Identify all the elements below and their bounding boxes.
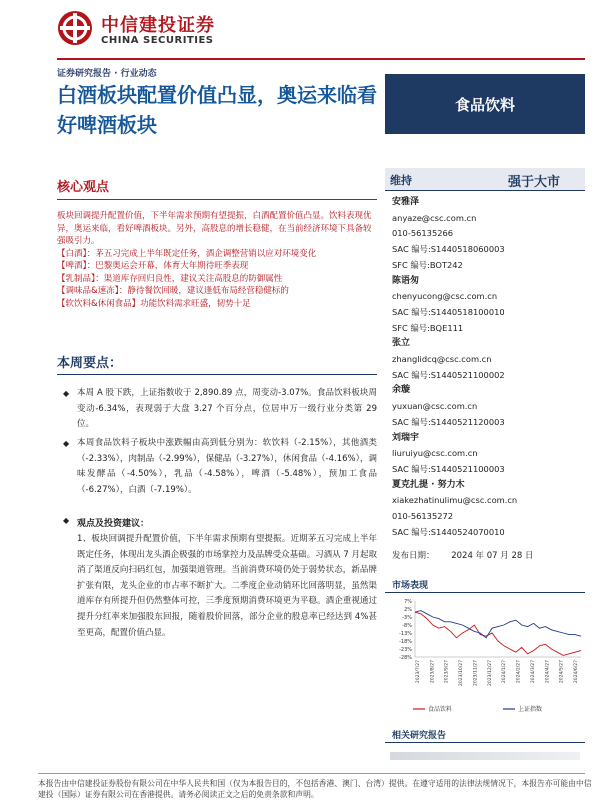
core-views-text — [57, 210, 375, 310]
rating-divider — [385, 190, 585, 191]
analyst-phone: 010-56135266 — [392, 228, 454, 239]
chart-x-tick-label: 2024/5/27 — [559, 660, 565, 684]
analyst-phone: 010-56135272 — [392, 511, 454, 522]
weekly-bullet-text: 本周食品饮料子板块中涨跌幅由高到低分别为：软饮料（-2.15%），其他酒类（-2.33%），肉制品（-2.99%），保健品（-3.27%），休闲食品（-4.16%），调味发酵品（-4.50%），乳品（-4.58%），啤酒（-5.48%），预加工食品（-6.27%），白酒（-7.19%）。 — [77, 438, 377, 495]
analyst-email[interactable]: zhanglidcq@csc.com.cn — [392, 354, 492, 365]
analyst-sac: SAC 编号:S1440518100010 — [392, 306, 505, 317]
chart-x-tick-label: 2023/11/27 — [473, 660, 479, 686]
chart-y-tick-label: 2% — [404, 607, 412, 613]
diamond-bullet-icon: ◆ — [63, 439, 70, 448]
core-views-heading: 核心观点 — [57, 180, 110, 195]
weekly-points-divider — [57, 374, 377, 375]
market-performance-chart — [385, 595, 585, 715]
chart-x-tick-label: 2024/2/27 — [516, 660, 522, 684]
analyst-sac: SAC 编号:S1440518060003 — [392, 244, 505, 255]
analyst-email[interactable]: liuruiyu@csc.com.cn — [392, 448, 478, 459]
analyst-name: 夏克扎提 · 努力木 — [392, 479, 465, 490]
analyst-sac: SAC 编号:S1440521100003 — [392, 463, 505, 474]
analyst-sfc: SFC 编号:BQE111 — [392, 322, 464, 333]
diamond-bullet-icon: ◆ — [63, 389, 70, 398]
weekly-bullet-subsectors — [63, 436, 377, 498]
diamond-bullet-icon: ◆ — [63, 516, 70, 525]
analyst-email[interactable]: anyaze@csc.com.cn — [392, 212, 477, 223]
core-views-item: 【啤酒】：巴黎奥运会开幕，体育大年期待旺季表现 — [57, 261, 249, 271]
chart-y-tick-label: -28% — [399, 655, 412, 661]
analyst-name: 安雅泽 — [392, 197, 420, 207]
chart-x-tick-label: 2023/12/27 — [487, 660, 493, 686]
footer-divider — [38, 773, 585, 774]
chart-x-tick-label: 2023/9/27 — [444, 660, 450, 684]
core-views-intro: 板块回调提升配置价值，下半年需求预期有望提振，白酒配置价值凸显。饮料表现优异，奥运来临，看好啤酒板块。另外，高股息的增长稳健，在当前经济环境下具备较强吸引力。 — [57, 211, 372, 246]
chart-x-tick-label: 2024/6/27 — [574, 660, 579, 684]
chart-x-tick-label: 2023/8/27 — [430, 660, 436, 684]
core-views-item: 【调味品&速冻】：静待餐饮回暖，建议逢低布局经营稳健标的 — [57, 286, 289, 296]
analyst-sac: SAC 编号:S1440521120003 — [392, 416, 505, 427]
rating-action: 维持 — [390, 174, 412, 187]
analyst-sac: SAC 编号:S1440524070010 — [392, 526, 505, 537]
related-reports-placeholder — [390, 752, 580, 760]
weekly-bullet-text: 本周 A 股下跌，上证指数收于 2,890.89 点，周变动-3.07%。食品饮料板块周变动-6.34%，表现弱于大盘 3.27 个百分点，位居申万一级行业分类第 29 位。 — [77, 388, 377, 429]
analyst-name: 刘瑞宇 — [392, 432, 420, 443]
chart-y-tick-label: -8% — [402, 623, 412, 629]
logo-text-cn: 中信建投证券 — [101, 15, 215, 36]
analyst-email[interactable]: yuxuan@csc.com.cn — [392, 401, 478, 412]
footer-disclaimer: 本报告由中信建投证券股份有限公司在中华人民共和国（仅为本报告目的，不包括香港、澳门、台湾）提供。在遵守适用的法律法规情况下，本报告亦可能由中信建投（国际）证券有限公司在香港提供。请务必阅读正文之后的免责条款和声明。 — [38, 779, 592, 799]
logo-emblem-icon — [57, 10, 93, 46]
weekly-bullet-market — [63, 386, 377, 433]
investment-advice-heading — [63, 516, 150, 529]
core-views-item: 【乳制品】：渠道库存回归良性，建议关注高股息的防御属性 — [57, 273, 283, 284]
analyst-name: 张立 — [392, 338, 411, 349]
market-performance-divider — [385, 592, 585, 593]
core-views-item: 【白酒】：茅五习完成上半年既定任务，酒企调整营销以应对环境变化 — [57, 248, 317, 259]
report-title: 白酒板块配置价值凸显，奥运来临看好啤酒板块 — [57, 83, 377, 137]
analyst-list — [392, 195, 587, 540]
chart-legend-label: 食品饮料 — [428, 706, 453, 713]
chart-y-tick-label: -18% — [399, 639, 412, 645]
core-views-item: 【软饮料&休闲食品】功能饮料需求旺盛，韧势十足 — [57, 298, 251, 309]
logo-text-en: CHINA SECURITIES — [101, 35, 214, 46]
analyst-sfc: SFC 编号:BOT242 — [392, 259, 463, 270]
rating-value: 强于大市 — [508, 175, 561, 190]
analyst-name: 余璇 — [392, 385, 411, 396]
chart-x-tick-label: 2024/1/27 — [502, 660, 508, 684]
company-logo — [57, 8, 227, 50]
chart-series-line — [415, 612, 581, 655]
investment-advice-paragraph: 1、板块回调提升配置价值，下半年需求预期有望提振。近期茅五习完成上半年既定任务，体现出龙头酒企极强的市场掌控力及品牌受众基础。习酒从 7 月起取消了渠道反向扫码红包，加强渠道管理。当前消费环境仍处于弱势状态，新品牌扩张有限，龙头企业的市占率不断扩大。二季度企业动销环比回落明显，虽然渠道库存有所提升但仍然整体可控，三季度预期消费环境更为平稳。酒企重视通过提升分红率来加强股东回报，随着股价回落，部分企业的股息率已经达到 4%甚至更高，配置价值凸显。 — [77, 534, 377, 638]
header-divider — [57, 58, 585, 60]
chart-x-tick-label: 2023/7/27 — [416, 660, 421, 684]
sector-badge: 食品饮料 — [385, 74, 585, 134]
chart-y-tick-label: -13% — [399, 631, 412, 637]
chart-x-tick-label: 2023/10/27 — [459, 660, 465, 686]
analyst-email[interactable]: xiakezhatinulimu@csc.com.cn — [392, 495, 518, 506]
publish-date-value: 2024 年 07 月 28 日 — [451, 551, 534, 561]
related-reports-heading: 相关研究报告 — [392, 731, 447, 741]
analyst-name: 陈语匆 — [392, 275, 420, 286]
report-type: 证券研究报告 · 行业动态 — [57, 69, 157, 79]
analyst-email[interactable]: chenyucong@csc.com.cn — [392, 291, 498, 302]
weekly-points-heading: 本周要点： — [57, 356, 123, 371]
publish-date — [392, 549, 534, 561]
chart-legend-label: 上证指数 — [518, 706, 543, 713]
market-performance-heading: 市场表现 — [392, 581, 429, 591]
chart-x-tick-label: 2024/4/27 — [545, 660, 551, 684]
investment-advice-label: 观点及投资建议： — [77, 519, 150, 529]
related-reports-divider — [385, 742, 585, 743]
chart-y-tick-label: 7% — [404, 599, 412, 605]
publish-date-label: 发布日期： — [392, 551, 435, 561]
core-views-divider — [57, 199, 377, 200]
chart-y-tick-label: -23% — [399, 647, 412, 653]
chart-series-line — [415, 611, 581, 638]
chart-x-tick-label: 2024/3/27 — [530, 660, 536, 684]
analyst-sac: SAC 编号:S1440521100002 — [392, 369, 505, 380]
chart-y-tick-label: -3% — [402, 615, 412, 621]
